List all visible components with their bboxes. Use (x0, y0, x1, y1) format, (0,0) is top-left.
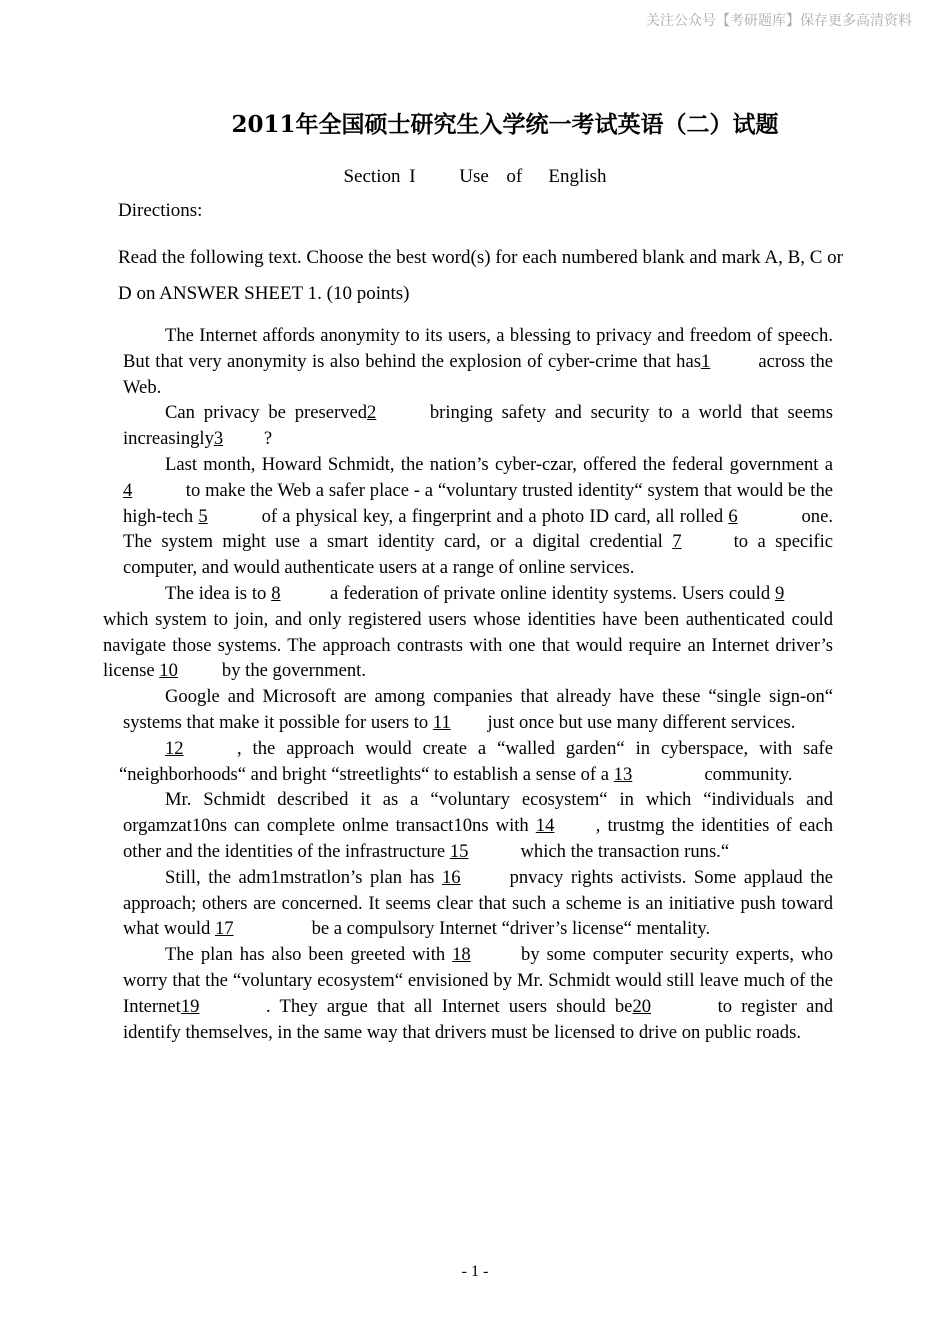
paragraph-1 (103, 323, 833, 400)
text: just once but use many different services. (482, 711, 796, 733)
text: Still, the adm1mstratlon’s plan has (165, 866, 442, 888)
text: to make the Web a safer place - a “voluntary trusted identity“ system that would be the high-tech (123, 479, 833, 527)
text: ? (263, 428, 273, 450)
blank-14: 14 (535, 815, 555, 837)
text: by the government. (217, 660, 366, 682)
blank-2: 2 (367, 402, 377, 424)
text: to a specific computer, and would authenticate users at a range of online services. (123, 531, 833, 579)
text: be a compulsory Internet “driver’s license“ mentality. (306, 918, 711, 940)
paragraph-7 (103, 787, 833, 864)
blank-10: 10 (159, 660, 178, 682)
text: Mr. Schmidt described it as a “voluntary ecosystem“ in which “individuals and orgamzat10ns can complete onlme transact10ns with (123, 789, 833, 837)
text: to register and identify themselves, in the same way that drivers must be licensed to drive on public roads. (123, 995, 833, 1043)
section-heading: Section I Use of English (343, 166, 607, 187)
directions-label: Directions: (118, 200, 203, 221)
text: bringing safety and security to a world that seems increasingly (123, 402, 833, 450)
text: , trustmg the identities of each other and the identities of the infrastructure (123, 815, 833, 862)
blank-5: 5 (198, 505, 208, 527)
paragraph-6 (103, 736, 833, 788)
text: one. The system might use a smart identity card, or a digital credential (123, 505, 833, 553)
blank-19: 19 (180, 995, 200, 1017)
paragraph-5 (103, 684, 833, 736)
text: a federation of private online identity systems. Users could (325, 582, 775, 604)
blank-13: 13 (613, 763, 633, 785)
instructions: Read the following text. Choose the best word(s) for each numbered blank and mark A, B, C or D on ANSWER SHEET 1. (10 points) (118, 247, 843, 304)
text: by some computer security experts, who worry that the “voluntary ecosystem“ envisioned by Mr. Schmidt would still leave much of the Internet (123, 944, 834, 1017)
paragraph-8 (103, 865, 833, 942)
blank-8: 8 (271, 582, 281, 604)
blank-1: 1 (700, 350, 711, 372)
paragraph-4 (103, 581, 833, 684)
text: which system to join, and only registered users whose identities have been authenticated could navigate those systems. The approach contrasts with one that would require an Internet driver’s license (103, 608, 833, 682)
paragraph-3 (103, 452, 833, 581)
blank-11: 11 (432, 711, 451, 733)
blank-20: 20 (632, 995, 652, 1017)
paragraph-2 (103, 400, 833, 452)
blank-12: 12 (165, 737, 184, 759)
blank-3: 3 (213, 428, 224, 450)
text: Last month, Howard Schmidt, the nation’s cyber-czar, offered the federal government a (165, 453, 833, 475)
text: which the transaction runs.“ (515, 840, 730, 862)
text: community. (699, 763, 793, 785)
text: Can privacy be preserved (165, 402, 368, 424)
text: . They argue that all Internet users should be (256, 995, 633, 1017)
text: , the approach would create a “walled garden“ in cyberspace, with safe “neighborhoods“ and bright “streetlights“ to establish a sense of a (119, 737, 833, 785)
blank-17: 17 (214, 918, 234, 940)
blank-15: 15 (449, 840, 469, 862)
cloze-passage (103, 323, 833, 1045)
exam-title: 2011年全国硕士研究生入学统一考试英语（二）试题 (231, 111, 779, 138)
blank-6: 6 (728, 505, 738, 527)
blank-7: 7 (672, 531, 682, 553)
text: The Internet affords anonymity to its users, a blessing to privacy and freedom of speech. But that very anonymity is also behind the explosion of cyber-crime that has (123, 325, 833, 372)
text: Google and Microsoft are among companies that already have these “single sign-on“ systems that make it possible for users to (123, 686, 833, 733)
text: The plan has also been greeted with (165, 944, 453, 966)
page-number: - 1 - (461, 1263, 489, 1280)
text: pnvacy rights activists. Some applaud the approach; others are concerned. It seems clear that such a scheme is an initiative push toward what would (123, 866, 834, 940)
text: of a physical key, a fingerprint and a photo ID card, all rolled (256, 505, 729, 527)
text: The idea is to (165, 582, 272, 604)
paragraph-9 (103, 942, 833, 1045)
blank-4: 4 (123, 479, 133, 501)
blank-9: 9 (775, 582, 785, 604)
blank-18: 18 (452, 944, 471, 966)
blank-16: 16 (442, 866, 461, 888)
text: across the Web. (123, 350, 833, 398)
watermark: 关注公众号【考研题库】保存更多高清资料 (646, 13, 912, 29)
